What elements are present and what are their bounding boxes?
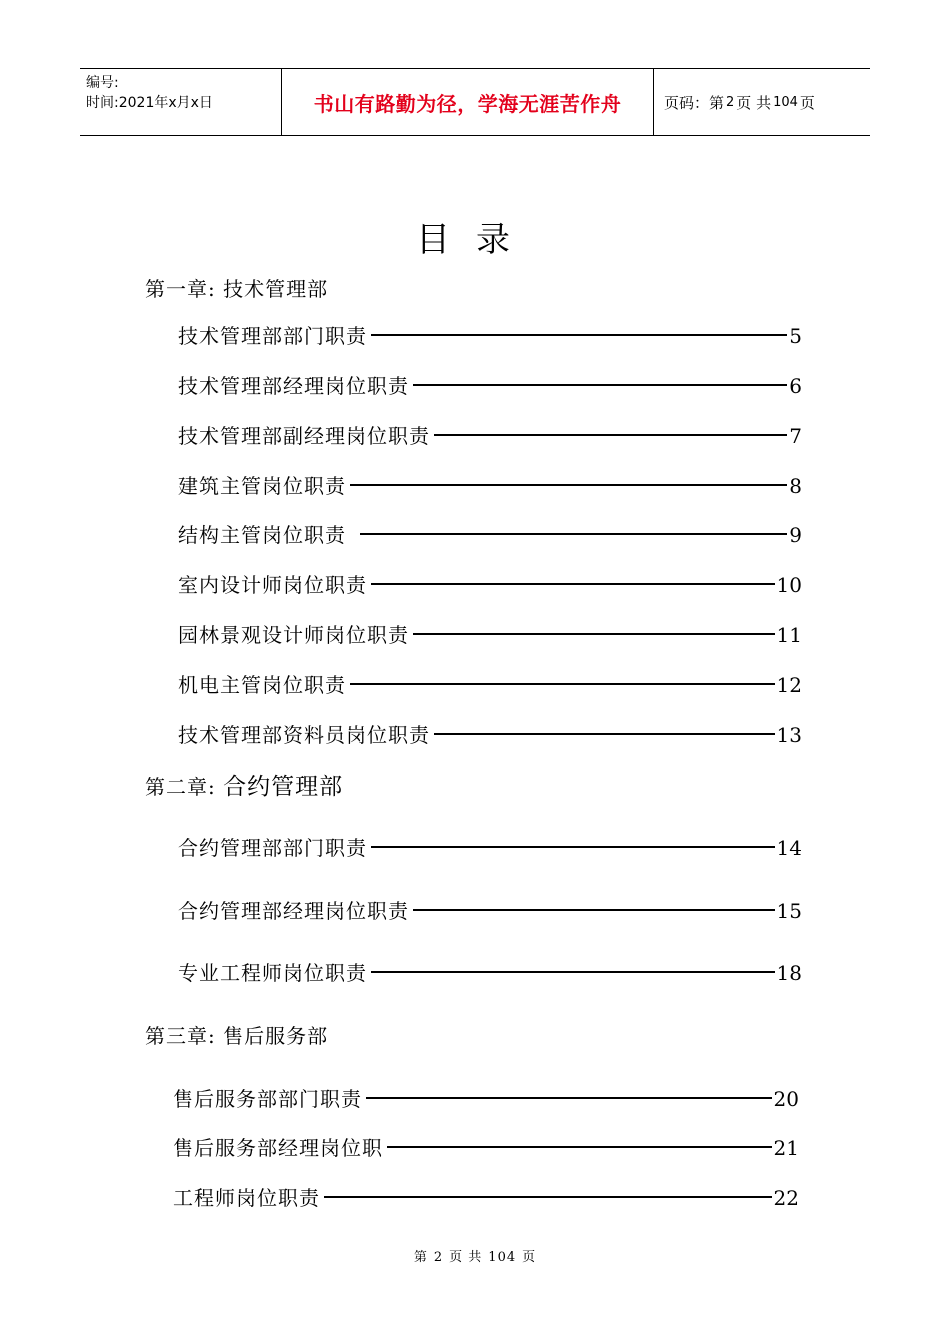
toc-leader [413, 384, 787, 386]
toc-entry-page: 12 [776, 673, 802, 697]
header-code-label: 编号: [86, 75, 119, 91]
chapter-label: 第二章: [145, 775, 216, 799]
chapter-heading [145, 768, 343, 801]
toc-entry-text: 合约管理部经理岗位职责 [178, 899, 409, 923]
toc-entry-page: 5 [789, 324, 802, 348]
footer-current: 2 [433, 1250, 444, 1265]
toc-entry[interactable] [178, 470, 802, 499]
toc-entry-text: 技术管理部资料员岗位职责 [178, 723, 430, 747]
header-motto: 书山有路勤为径，学海无涯苦作舟 [282, 69, 654, 135]
footer-suffix: 页 [522, 1250, 537, 1265]
page-header [80, 68, 870, 136]
toc-leader [371, 846, 775, 848]
toc-entry-page: 13 [776, 723, 802, 747]
toc-leader [366, 1097, 772, 1099]
toc-leader [434, 434, 787, 436]
toc-leader [434, 733, 775, 735]
toc-entry[interactable] [178, 420, 802, 449]
toc-entry-page: 9 [789, 523, 802, 547]
chapter-heading [145, 273, 328, 302]
toc-entry-page: 7 [789, 424, 802, 448]
toc-entry[interactable] [178, 569, 802, 598]
toc-entry-text: 技术管理部经理岗位职责 [178, 374, 409, 398]
header-meta [80, 69, 282, 135]
chapter-heading [145, 1020, 328, 1049]
chapter-name: 售后服务部 [223, 1024, 329, 1048]
toc-entry-page: 20 [773, 1087, 799, 1111]
toc-entry-text: 工程师岗位职责 [173, 1186, 320, 1210]
toc-entry-text: 合约管理部部门职责 [178, 836, 367, 860]
footer-mid: 页 共 [449, 1250, 483, 1265]
toc-entry-text: 园林景观设计师岗位职责 [178, 623, 409, 647]
toc-leader [371, 971, 775, 973]
header-page-number [654, 69, 870, 135]
toc-leader [413, 633, 775, 635]
toc-entry-text: 结构主管岗位职责 [178, 523, 346, 547]
toc-title: 目录 [416, 220, 536, 260]
toc-entry-text: 建筑主管岗位职责 [178, 474, 346, 498]
header-date-label: 时间: [86, 95, 119, 111]
chapter-label: 第一章: [145, 277, 216, 301]
toc-entry[interactable] [173, 1182, 799, 1211]
toc-entry-page: 22 [773, 1186, 799, 1210]
toc-leader [350, 484, 787, 486]
toc-leader [371, 334, 787, 336]
toc-entry[interactable] [178, 370, 802, 399]
toc-entry-page: 6 [789, 374, 802, 398]
toc-leader [360, 533, 787, 535]
page-footer [0, 1246, 950, 1265]
header-page-prefix: 页码：第 [664, 93, 725, 112]
toc-entry-page: 18 [776, 961, 802, 985]
toc-leader [324, 1196, 772, 1198]
header-page-suffix: 页 [799, 93, 815, 112]
toc-entry-page: 15 [776, 899, 802, 923]
toc-entry-text: 室内设计师岗位职责 [178, 573, 367, 597]
toc-leader [413, 909, 775, 911]
toc-entry-page: 21 [773, 1136, 799, 1160]
chapter-name: 技术管理部 [223, 277, 329, 301]
toc-entry-text: 技术管理部副经理岗位职责 [178, 424, 430, 448]
toc-leader [387, 1146, 772, 1148]
toc-leader [350, 683, 775, 685]
toc-entry-text: 机电主管岗位职责 [178, 673, 346, 697]
toc-leader [371, 583, 775, 585]
footer-total: 104 [488, 1250, 517, 1265]
toc-entry-page: 14 [776, 836, 802, 860]
toc-entry-page: 10 [776, 573, 802, 597]
chapter-label: 第三章: [145, 1024, 216, 1048]
toc-entry[interactable] [178, 669, 802, 698]
toc-entry[interactable] [178, 320, 802, 349]
toc-entry-text: 售后服务部部门职责 [173, 1087, 362, 1111]
header-page-total: 104 [773, 94, 798, 110]
toc-entry[interactable] [178, 832, 802, 861]
toc-entry[interactable] [178, 895, 802, 924]
toc-entry[interactable] [173, 1132, 799, 1161]
toc-entry-page: 11 [776, 623, 802, 647]
header-page-current: 2 [726, 94, 735, 110]
header-date-line [86, 93, 281, 113]
header-date-value: 2021年x月x日 [118, 95, 213, 111]
toc-entry-text: 售后服务部经理岗位职 [173, 1136, 383, 1160]
toc-entry-text: 专业工程师岗位职责 [178, 961, 367, 985]
footer-prefix: 第 [413, 1250, 428, 1265]
toc-entry[interactable] [178, 957, 802, 986]
header-page-mid: 页 共 [736, 93, 772, 112]
toc-entry[interactable] [173, 1083, 799, 1112]
toc-entry[interactable] [178, 519, 802, 548]
toc-entry-text: 技术管理部部门职责 [178, 324, 367, 348]
toc-entry[interactable] [178, 619, 802, 648]
toc-entry-page: 8 [789, 474, 802, 498]
chapter-name: 合约管理部 [223, 774, 344, 800]
toc-entry[interactable] [178, 719, 802, 748]
